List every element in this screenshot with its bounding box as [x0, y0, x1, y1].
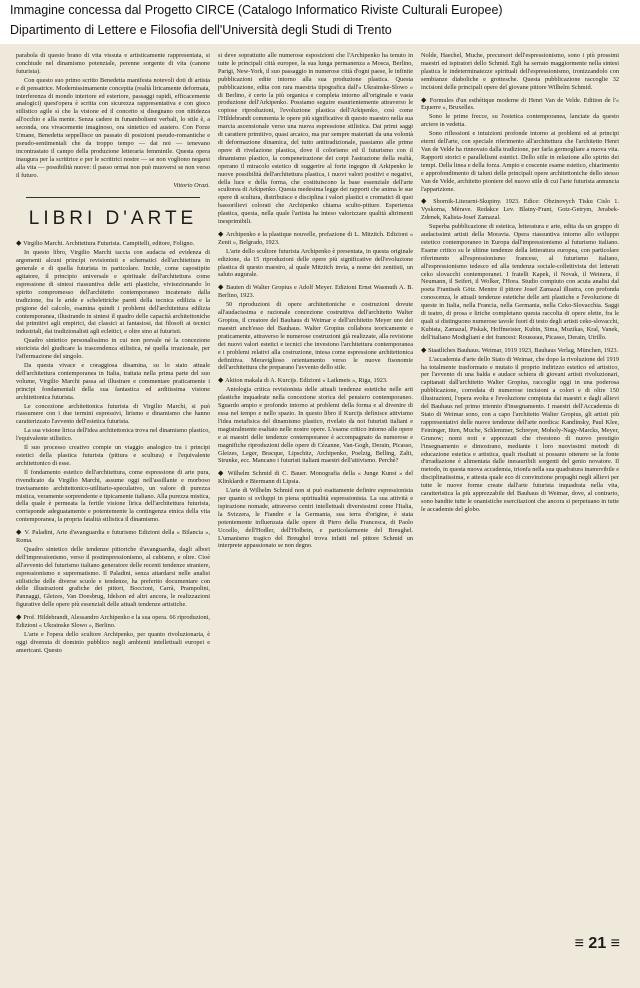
paragraph: L'arte e l'opera dello scultore Archipenko, per quanto rivoluzionaria, è oggi divenuta di dominio pubblico negli ambienti intellettuali europei e americani. Questo [16, 631, 210, 654]
review-entry [16, 529, 210, 609]
review-heading [16, 529, 210, 545]
paragraph: Con questo suo primo scritto Benedetta manifesta notevoli doti di artista e di pensatrice. Modernissimamente concepita (realtà liricamente deformata, interferenza di mondo interiore ed esteriore, passaggi rapidi, efficacemente analogici) quest'opera è scritta con sicurezza rappresentativa e con gioco stilistico agile sì che la visione ed il concetto si disegnano con nitidezza all'occhio e alla mente. Senza cadere in funambolismi verbali, lo stile è, a seconda, ora vivacemente imaginoso, ora sintetico ed austero. Con Forze Umane, Benedetta seppellisce un passato di posizioni pseudo-romantiche e pseudo-sentimentali che da troppo tempo — dai noi — tenevano incontrastato il campo della produzione letteraria femminile. Questa opera inaugura per la scrittrice e per le scrittrici nostre — se non vogliono negarsi alla vita — possibilità nuove: il passo ormai non può muoversi se non verso il futuro. [16, 76, 210, 179]
signature: Vittorio Orazi. [173, 181, 210, 189]
review-heading-text: Sbornik-Literarni-Skupiny. 1923. Edice: Obzinovych Tisku Cislo 1. Vyskorna, Mèrave. Redakce Lev. Blatny-Frant, Gotz-Getrym, Jerabek-Zdenek, Kalista-Josef Zamazal. [421, 198, 619, 222]
paragraph: Superba pubblicazione di estetica, letteratura e arte, edita da un gruppo di audacissimi artisti della Moravia. Opera riassuntiva intorno allo sviluppo estetico contemporaneo in Europa dall'impressionismo al futurismo italiano. Esame critico su le ultime tendenze della letteratura europea, con particolare riferimento all'espressionismo francese, al futurismo italiano, all'espressionismo tedesco ed alla tendenza sociale-collettivista dei letterati ceko slovacchi contemporanei. I fratelli Kapek, il Novak, il Weinera, il Neumann, il Seifert, il Wolker, l'Hora. Studio compiuto con acuta analisi dal poeta Frantisek Götz. Mentre il pittore Josef Zamazal illustra, con profonda conoscenza, le attuali tendenze estetiche delle arti plastiche e l'evoluzione di queste in Italia, nella Francia, nella Germania, nella Ceko-Slovacchia. Saggi di teatro, di prosa e liriche completano questa raccolta di opere elette, fra le quali si distinguono numerose tavole fuori di testo degli artisti ceko-slovacchi, Kubista, Zamazal, Piskak, Hoffmeister, Kubin, Sima, Muzikas, Kral, Vanek, dell'italiano Modigliani e dei francesi: Rousseau, Picasso, Derain, Utrillo. [421, 223, 619, 341]
column-2 [218, 52, 413, 972]
paragraph: Quadro sintetico delle tendenze pittoriche d'avanguardia, dagli albori dell'impressionismo, verso il postimpressionismo, al cubismo, e oltre. Cioè all'avvento del futurismo italiano generatore delle recenti tendenze straniere, espressionismo e suprematismo. Il Paladini, senza attardarsi nelle analisi stilistiche delle diverse scuole e tendenze, ha preferito documentare con delle illustrazioni grafiche dei pittori, Boccioni, Carrà, Prampolini, Pannaggi, Gleizes, Van Doesbrug, Idelson ed altri ancora, le realizzazioni figurative delle opere più essenziali delle attuali tendenze artistiche. [16, 545, 210, 609]
paragraph: Antologia critica revisionista delle attuali tendenze estetiche nelle arti plastiche inquadrate nella concezione storica del pensiero contemporaneo. Sguardo ampio e profondo intorno ai problemi della forma e al divenire di essa nel tempo e nello spazio. In questo libro il Kurcijs definisce attivismo l'idea metafisica del dinamismo plastico, rivelato da noi futuristi italiani e magistralmente esaltato nelle nostre opere. L'esame critico intorno alle opere e ai maestri delle tendenze contemporanee è accompagnato da numerose e magnifiche riproduzioni delle opere di Cézanne, Van-Gogh, Derain, Picasso, Gleizes, Leger, Bracque, Lipschitz, Archipenko, Poelzig, Belling, Zalit, Strunke, ecc. Mancano i futuristi italiani maestri dell'attivismo. Perchè? [218, 386, 413, 465]
review-heading [16, 614, 210, 630]
diamond-icon: ◆ [218, 469, 228, 478]
review-heading [421, 198, 619, 222]
ornament-right: ≡ [606, 935, 620, 952]
review-heading [218, 284, 413, 300]
paragraph: parabola di questo brano di vita vissuta e artisticamente rappresentata, si conchiude nel dinamismo potenziale, perenne sorgente di vita (canone futurista). [16, 52, 210, 75]
ornament-left: ≡ [574, 935, 589, 952]
review-entry [421, 97, 619, 194]
page-number-text: 21 [588, 935, 607, 952]
review-entry [218, 284, 413, 372]
paragraph: Il fondamento estetico dell'architettura, come espressione di arte pura, rivendicato da Virgilio Marchi, assume oggi nell'assillante e morboso travisamento architettonico-utilitario-speculativo, un valore di purezza mistica, veramente sorprendente e tipicamente italiano. Alla purezza mistica, della quale è permeata la fertile visione lirica dell'architettura futurista, corrisponde adeguatamente e potentemente la contingenza etnica della vita contemporanea, la propria fatalità stilistica il dinamismo. [16, 468, 210, 524]
diamond-icon: ◆ [421, 197, 434, 206]
banner-line-1: Immagine concessa dal Progetto CIRCE (Catalogo Informatico Riviste Culturali Europee) [10, 3, 503, 17]
review-heading-text: Prof. Hildebrandt, Alessandro Archipenko e la sua opera. 66 riproduzioni, Edizioni « Ukrainske Slowo », Berlino. [16, 614, 210, 630]
diamond-icon: ◆ [218, 229, 226, 238]
paragraph: Sono riflessioni e intuizioni profonde intorno ai problemi ed ai principi eterni dell'arte, con speciale riferimento all'architettura che l'architetto Henri Van de Velde ha rinnovato dalla tradizione, per farla germogliare a nuova vita. Rapporti storici e parallelismi estetici. Dello stile in relazione allo spirito dei tempi. Della linea e della forza. Ampio e coscente esame estetico, chiarimento e approfondimento di taluni delle principali opere architettoniche dello stesso Van de Velde, architetto pioniere del nuovo stile di cui l'arte futurista annuncia l'apparizione. [421, 130, 619, 193]
paragraph: si deve soprattutto alle numerose esposizioni che l'Archipenko ha tenuto in tutte le principali città europee, la sua lunga permanenza a Mosca, Berlino, Parigi, New-York, il suo passaggio in numerose città d'ogni paese, le infinite pubblicazioni edite intorno alla sua produzione plastica. Questa pubblicazione, edita con rara maestria tipografica dall'« Ukrainske-Slowo » di Berlino, è certo la più organica e completa intorno all'originale e vasta produzione dell'Arkipenko. Possiamo seguire esaurientemente attraverso le copiose riproduzioni, l'evoluzione plastica dell'Arkipenko, così come l'Hildebrandt commenta le opere più significative di questo maestro nella sua marcia ascensionale verso una nuova espressione stilistica. Dai primi saggi di carattere primitivo, quasi arcaico, ma pur sempre materiati da una volontà di deformazione dinamica, del tutto antitradizionale, passiamo alle prime opere di rivelazione plastica, dove il colorismo ed il futurismo con il dinamismo plastico, la compenetrazione dei corpi l'astrazione della realtà, operano il miracolo estetico di suggerire al forte ingegno di Arkipenko le nuove possibilità dell'architettura plastica, i nuovi valori positivi e negativi, della luce e della forma, che costituiscono la base essenziale dell'arte scultorea di Arkipenko. Questa medesima legge dei rapporti che anima le sue opere di scultura, distribuisce e disciplina i valori plastici e cromatici di quei bassorilievi colorati che Archipenko chiama sculto-pitture. Esperienza plastica, questa, nella quale l'artista ha inteso valorizzare qualità altrimenti inesprimibili. [218, 52, 413, 226]
paragraph: Il suo processo creativo compie un viaggio analogico tra i principi estetici della plastica futurista (pittura e scultura) e l'equivalente architettonico di esse. [16, 444, 210, 467]
review-heading-text: Staatliches Bauhaus. Weimar, 1919 1923, Bauhaus Verlag, München, 1923. [428, 346, 619, 354]
paragraph: Da questa vivace e coraggiosa disamina, su lo stato attuale dell'architettura contemporanea in Italia, trattata nella prima parte del suo volume, Virgilio Marchi passa ad illustrare e commentare praticamente i principi fondamentali della sua fantastica ed arditissima visione architettonica futurista. [16, 362, 210, 401]
column-3 [421, 52, 619, 972]
diamond-icon: ◆ [421, 345, 429, 354]
review-heading [421, 347, 619, 355]
source-banner [0, 0, 640, 44]
column-1 [16, 52, 210, 972]
review-heading [421, 97, 619, 113]
review-entry [218, 470, 413, 550]
review-entry [218, 377, 413, 465]
review-entry [218, 231, 413, 279]
diamond-icon: ◆ [421, 95, 430, 104]
review-entry [16, 240, 210, 524]
review-heading [218, 470, 413, 486]
paragraph: Quadro sintetico personalissimo in cui non prevale né la concezione storicista del giudicare la trascendenza stilistica, né quella irrazionale, per l'affermazione del singolo. [16, 337, 210, 361]
review-entry [421, 347, 619, 514]
review-heading [218, 377, 413, 385]
paragraph: In questo libro, Virgilio Marchi taccia con audacia ed evidenza di argomenti alcuni principi revisionisti e schematici dell'architettura in generale e di quella futurista in particolare. Incide, come capostipite agitatore, il principio universale e spirituale dell'architettura come espressione di sintesi riassuntiva delle arti plastiche, vivisezionando lo spirito compromesso dell'architetto contemporaneo incatenato dalla tradizione, fra le aride e schelettriche pareti della tecnica edilizia e la prigione del calcolo, esamina quindi i problemi dell'architettura edilizia contemporanea, illustrando in sintesi il quadro delle capacità architettoniche dai primitivi agli empirici, dai classici ai fantasiosi, dai filosofi ai tecnici industriali, dai tradizionalisti agli eclettici, e oltre sino ai futuristi. [16, 249, 210, 336]
paragraph: L'arte di Wilhelm Schmid non si può esattamente definire espressionista per quanto si sviluppi in piena spiritualità espressionista. La sua attività e ispirazione nomade, attraverso centri intellettuali diversissimi come l'Italia, la Svizzera, le Fiandre e la Germania, sua terra d'origine, è stata potentemente influenzata dalle opere di Piero della Francesca, di Paolo Uccello, dell'Hodler, dell'Holbein, e particolarmente del Breughel. L'umanismo tragico del Breughel trova infatti nel pittore Schmid un interprete appassionato se non degno. [218, 487, 413, 550]
paragraph: L'accademia d'arte dello Stato di Weimar, che dopo la rivoluzione del 1919 ha totalmente trasformato e mutato il proprio indirizzo estetico ed artistico, per l'avvento di una balda e audace schiera di giovani artisti rivoluzionari, capitanati dall'architetto Walter Gropius, raccoglie oggi in una poderosa pubblicazione, corredata di numerose incisioni a colori e di oltre 150 illustrazioni, l'opera svolta e l'evoluzione compiuta dai maestri e dagli allievi del Bauhaus nel primo triennio d'insegnamento. I maestri dell'Accademia di Stato di Weimar sono, con a capo l'architetto Walter Gropius, gli artisti più rappresentativi delle nuove tendenze dell'arte nordica: Kandinsky, Paul Klee, Feininger, Itten, Muche, Schlemmer, Schreyer, Moholy-Nagy-Marcks, Meyer, Grunow; nomi noti e apprezzati che rivestono di nuovo prestigio l'insegnamento e dimostrano, mediante i loro nuovissimi metodi di educazione estetica e artistica, quali risultati si possano ottenere se la fonte d'irradiazione è alimentata dalle inesauribili sorgenti del genio novatore. Il metodo, in questa nuova accademia, trionfa nella sua quadratura inamovibile e disciplinatissima, e attesta quale eco di convinzione propaghi negli allievi per tutte le nuove forme create dall'arte futurista inquadrata nella vita, caratteristica la più apprezzabile del Bauhaus di Weimar, dove, al contrario, sono bandite tutte le onanistiche esercitazioni che ancora si perpetuano in tutte le accademie del globo. [421, 355, 619, 513]
diamond-icon: ◆ [16, 239, 24, 248]
paragraph: La sua visione lirica dell'idea architettonica trova nel dinamismo plastico, l'equivalente stilistico. [16, 427, 210, 443]
paragraph: Le concezione architettonica futurista di Virgilio Marchi, si può riassumere con i due termini espressivi, lirismo e dinamismo che hanno caratterizzato l'avvento dell'estetica futurista. [16, 402, 210, 426]
diamond-icon: ◆ [16, 528, 25, 537]
review-entry [421, 198, 619, 341]
review-heading-text: Archipenko e la plastique nouvelle, prefazione di L. Mitzitch. Edizioni « Zenit », Belgrado, 1923. [218, 230, 413, 246]
review-heading-text: Aktion makala di A. Kurcijs. Edizioni « Laikmets », Riga, 1923. [225, 377, 388, 385]
review-entry [16, 614, 210, 655]
page-number [575, 935, 620, 953]
diamond-icon: ◆ [218, 283, 227, 292]
section-title: LIBRI D'ARTE [28, 208, 198, 230]
diamond-icon: ◆ [218, 376, 226, 385]
review-heading-text: V. Paladini, Arte d'avanguardia e futurismo Edizioni della « Bilancia », Roma. [16, 529, 210, 545]
banner-line-2: Dipartimento di Lettere e Filosofia dell'Università degli Studi di Trento [10, 23, 392, 37]
review-heading-text: Bauten di Walter Gropius e Adolf Meyer. Edizioni Ernst Wasmuth A. B. Berlino, 1923. [218, 284, 413, 300]
review-heading [218, 231, 413, 247]
review-heading-text: Wilhelm Schmid di C. Bauer. Monografia della « Junge Kunst » del Klinklardt e Biermann di Lipsia. [218, 470, 413, 486]
review-heading-text: Virgilio Marchi. Architettura Futurista. Campitelli, editore, Foligno. [23, 240, 195, 248]
review-heading-text: Formules d'un esthétique moderne di Henri Van de Velde. Edition de l'« Equerre », Bruxelles. [421, 96, 619, 112]
paragraph: Nolde, Haechel, Muche, precursori dell'espressionismo, sono i più prossimi maestri ed ispiratori dello Schmid. Egli ha serrato maggiormente nella sintesi plastica le indeterminatezze spirituali dell'espressionismo, ironizzandolo con sembianze diaboliche e grottesche. Questa pubblicazione raccoglie 32 incisioni delle principali opere del giovane pittore Wilhelm Schmid. [421, 52, 619, 91]
diamond-icon: ◆ [16, 613, 24, 622]
review-heading [16, 240, 210, 248]
divider [26, 197, 200, 198]
paragraph: 50 riproduzioni di opere architettoniche e costruzioni dovute all'audacissima e razionale concezione costruttiva dell'architetto Walter Gropius, il creatore del Bauhaus di Weimar e dell'architetto Meyer uno dei maestri anch'esso del Bauhaus. Walter Gropius collabora teoricamente e praticamente, attraverso le numerose costruzioni già realizzate, alla revisione dei nuovi valori estetici e tecnici che investono l'architettura contemporanea e i problemi relativi alla costruzione, intesa come espressione architettonica definitiva. Meraviglioso orientamento verso le nuove fisonomie dell'architettura che preparano l'avvento dello stile. [218, 301, 413, 372]
paragraph: Sono le prime frecce, su l'estetica contemporanea, lanciate da questo arciere in vedetta. [421, 113, 619, 129]
paragraph: L'arte dello scultore futurista Archipenko è presentata, in questa originale edizione, da 15 riproduzioni delle opere più significative dell'evoluzione plastica di questo maestro, al quale Mitzitch invia, a nome dei zenitisti, un saluto augurale. [218, 247, 413, 279]
